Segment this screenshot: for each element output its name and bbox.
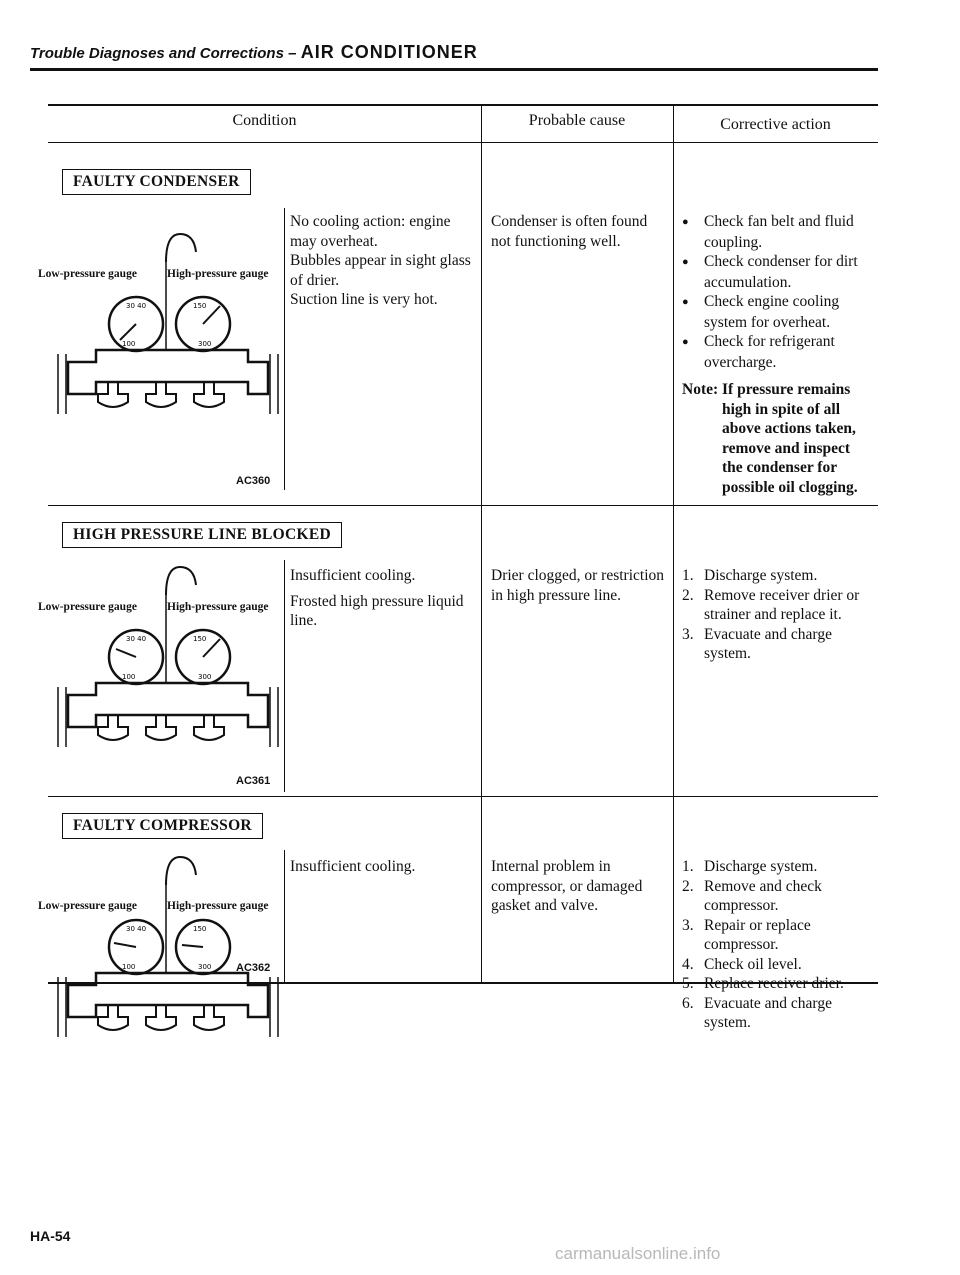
row1-action-2: ● Check condenser for dirt accumulation. <box>682 252 860 292</box>
header-section: Trouble Diagnoses and Corrections – <box>30 45 297 62</box>
row3-high-gauge-label: High-pressure gauge <box>167 900 269 912</box>
svg-text:30 40: 30 40 <box>126 925 147 933</box>
svg-text:100: 100 <box>122 340 136 348</box>
row1-action-3: ● Check engine cooling system for overheat. <box>682 292 860 332</box>
row2-actions <box>682 566 860 664</box>
svg-text:30 40: 30 40 <box>126 635 147 643</box>
row2-figure-code: AC361 <box>236 775 271 787</box>
row2-action-3: 3. Evacuate and charge system. <box>682 625 832 662</box>
manifold-gauge-icon <box>38 222 288 492</box>
svg-text:100: 100 <box>122 963 136 971</box>
row1-high-gauge-label: High-pressure gauge <box>167 268 269 280</box>
row3-cause: Internal problem in compressor, or damaged gasket and valve. <box>491 858 643 914</box>
row1-symptom-1: No cooling action: engine may overheat. <box>290 213 451 250</box>
row1-figure-code: AC360 <box>236 475 271 487</box>
row1-action-1: ● Check fan belt and fluid coupling. <box>682 212 860 252</box>
col-head-cause: Probable cause <box>528 112 626 129</box>
row3-action-4: 4. Check oil level. <box>682 955 802 973</box>
row1-symptom-3: Suction line is very hot. <box>290 291 438 308</box>
row3-symptoms <box>290 857 476 877</box>
svg-text:300: 300 <box>198 963 212 971</box>
row2-cause: Drier clogged, or restriction in high pressure line. <box>491 567 665 604</box>
row2-title: HIGH PRESSURE LINE BLOCKED <box>62 522 342 548</box>
row1-cause: Condenser is often found not functioning well. <box>491 213 648 250</box>
row3-action-6: 6. Evacuate and charge system. <box>682 994 832 1031</box>
row1-gauge-diagram <box>38 222 288 492</box>
row2-low-gauge-label: Low-pressure gauge <box>38 601 137 613</box>
svg-text:300: 300 <box>198 340 212 348</box>
row2-symptoms <box>290 566 476 631</box>
svg-text:300: 300 <box>198 673 212 681</box>
col-divider-cause <box>481 104 482 984</box>
row1-action-4: ● Check for refrigerant overcharge. <box>682 332 860 372</box>
row1-note: Note: If pressure remains high in spite of all above actions taken, remove and inspect the condenser for possible oil clogging. <box>682 381 858 496</box>
header-title: AIR CONDITIONER <box>300 42 478 62</box>
page-number: HA-54 <box>30 1228 71 1244</box>
row1-actions <box>682 212 860 497</box>
row3-title: FAULTY COMPRESSOR <box>62 813 263 839</box>
row3-figure-code: AC362 <box>236 962 271 974</box>
row2-action-1: 1. Discharge system. <box>682 567 818 584</box>
table-head-rule <box>48 142 878 143</box>
row3-action-3: 3. Repair or replace compressor. <box>682 916 811 953</box>
row3-action-1: 1. Discharge system. <box>682 858 818 875</box>
row1-symptom-2: Bubbles appear in sight glass of drier. <box>290 252 471 289</box>
row2-symptom-2: Frosted high pressure liquid line. <box>290 592 464 629</box>
row3-actions <box>682 857 860 1033</box>
row1-title: FAULTY CONDENSER <box>62 169 251 195</box>
row3-symptom-1: Insufficient cooling. <box>290 858 416 875</box>
svg-text:100: 100 <box>122 673 136 681</box>
row1-symptoms <box>290 212 476 310</box>
col-head-action: Corrective action <box>720 116 831 133</box>
row3-action-2: 2. Remove and check compressor. <box>682 877 822 914</box>
row1-low-gauge-label: Low-pressure gauge <box>38 268 137 280</box>
watermark-text: carmanualsonline.info <box>555 1244 721 1263</box>
svg-text:150: 150 <box>193 925 207 933</box>
col-head-condition: Condition <box>232 112 297 129</box>
svg-text:150: 150 <box>193 635 207 643</box>
table-top-rule <box>48 104 878 106</box>
header-rule <box>30 68 878 71</box>
page-header <box>30 42 478 63</box>
row3-low-gauge-label: Low-pressure gauge <box>38 900 137 912</box>
row2-symptom-1: Insufficient cooling. <box>290 567 416 584</box>
svg-text:30 40: 30 40 <box>126 302 147 310</box>
svg-text:150: 150 <box>193 302 207 310</box>
col-divider-action <box>673 104 674 984</box>
row2-high-gauge-label: High-pressure gauge <box>167 601 269 613</box>
row3-gauge-diagram <box>38 845 288 1115</box>
row2-action-2: 2. Remove receiver drier or strainer and replace it. <box>682 586 860 623</box>
row-divider-1 <box>48 505 878 506</box>
manifold-gauge-icon <box>38 845 288 1115</box>
row3-action-5: 5. Replace receiver drier. <box>682 975 844 992</box>
